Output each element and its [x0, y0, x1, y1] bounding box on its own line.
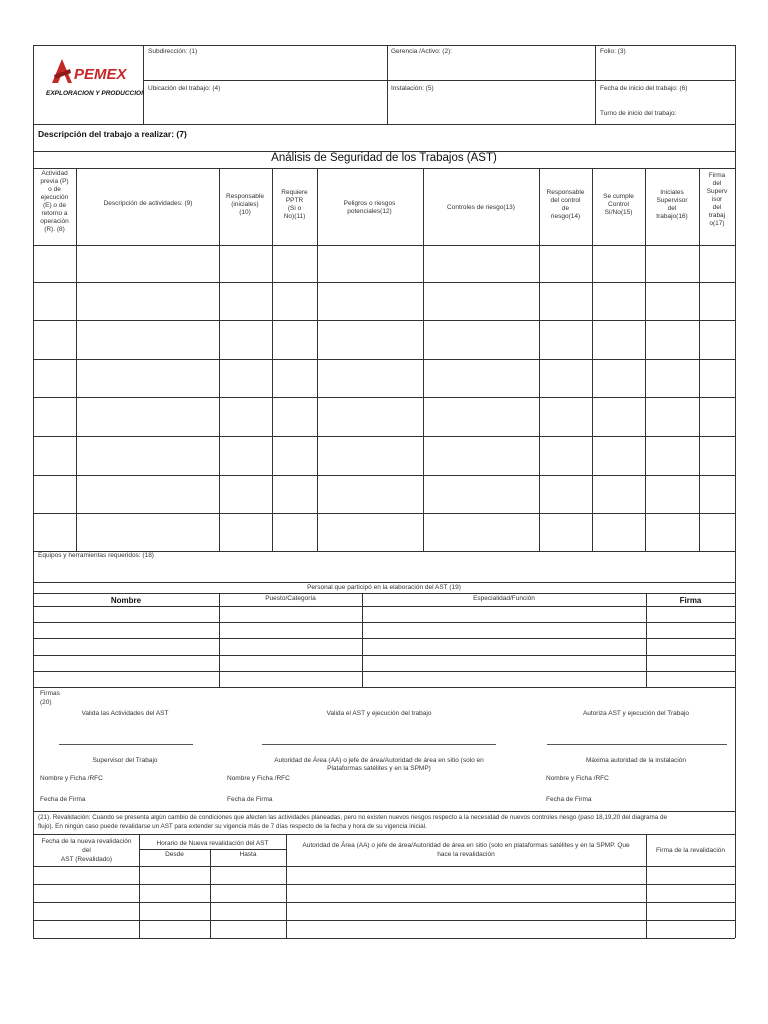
pemex-logo-mark [44, 55, 144, 99]
fecha-inicio-label: Fecha de inicio del trabajo: (6) [600, 85, 688, 92]
ubicacion-label: Ubicación del trabajo: (4) [148, 85, 221, 92]
maxima-autoridad-role: Máxima autoridad de la instalación [585, 757, 687, 764]
header-divider [143, 80, 735, 81]
equipos-bottom [33, 582, 735, 583]
svg-text:PEMEX: PEMEX [74, 66, 127, 83]
border-right [735, 45, 736, 938]
gerencia-label: Gerencia /Activo: (2): [391, 48, 453, 55]
especialidad-header: Especialidad/Función [473, 595, 535, 602]
autoridad-revalidacion-header: Autoridad de Área (AA) o jefe de área/Autoridad de área en sitio (solo en plataformas satélites y en la SPMP. Que [302, 842, 630, 849]
ast-row-line [33, 475, 735, 476]
autoriza-ast-label: Autoriza AST y ejecución del Trabajo [582, 710, 690, 717]
col-controles-header: Controles de riesgo(13) [447, 204, 515, 211]
reval-sub-line [139, 849, 286, 850]
firmas-label: Firmas [40, 690, 60, 697]
firmas-code: (20) [40, 699, 52, 706]
descripcion-trabajo-label: Descripción del trabajo a realizar: (7) [38, 129, 187, 139]
reval-col-line [210, 849, 211, 938]
personal-row-line [33, 606, 735, 607]
col-se-cumple-header: Se cumple Control Sí/No(15) [603, 193, 634, 216]
autoridad-role-2: Plataformas satélites y en la SPMP) [327, 765, 431, 772]
nombre-ficha-3: Nombre y Ficha /RFC [546, 775, 609, 782]
pemex-logo [44, 55, 142, 99]
col-descripcion-header: Descripción de actividades: (9) [103, 200, 193, 207]
reval-row-line [33, 902, 735, 903]
autoridad-revalidacion-header-2: hace la revalidación [437, 851, 495, 858]
valida-ast-label: Valida el AST y ejecución del trabajo [326, 710, 432, 717]
personal-col-line [646, 593, 647, 687]
reval-row-line [33, 884, 735, 885]
col-responsable-control-header: Responsable del control de riesgo(14) [546, 189, 585, 220]
nombre-ficha-1: Nombre y Ficha /RFC [40, 775, 103, 782]
col-pptr-header: Requiere PPTR (Si o No)(11) [281, 189, 308, 220]
col-responsable-header: Responsable (iniciales) (10) [226, 193, 264, 216]
nombre-ficha-2: Nombre y Ficha /RFC [227, 775, 290, 782]
firma-header: Firma [679, 596, 702, 605]
ast-row-line [33, 245, 735, 246]
personal-row-line [33, 622, 735, 623]
autoridad-role: Autoridad de Área (AA) o jefe de área/Autoridad de área en sitio (solo en [274, 757, 484, 764]
revalidacion-note-1: (21). Revalidación: Cuando se presenta algún cambio de condiciones que afecten las actividades planeadas, pero no existen nuevos riesgos respecto a la necesidad de nuevos controles riesgo (paso 18,19,20 del diagrama de [38, 814, 668, 821]
horario-header: Horario de Nueva revalidación del AST [156, 840, 269, 847]
reval-row-line [33, 920, 735, 921]
fecha-revalidacion-header-3: AST (Revalidado) [60, 856, 113, 863]
ast-row-line [33, 551, 735, 552]
revalidacion-note-2: flujo). En ningún caso puede revalidarse un AST para extender su vigencia más de 7 días respecto de la fecha y hora de su vigencia inicial. [38, 823, 427, 830]
equipos-label: Equipos y herramientas requeridos: (18) [38, 552, 154, 559]
reval-col-line [286, 834, 287, 938]
nombre-header: Nombre [110, 596, 142, 605]
ast-title-bottom [33, 168, 735, 169]
reval-row-line [33, 938, 735, 939]
header-col-3 [595, 45, 596, 124]
firma-line-maxima [547, 744, 727, 745]
col-iniciales-header: Iniciales Supervisor del trabajo(16) [656, 189, 688, 220]
hasta-header: Hasta [239, 851, 257, 858]
col-actividad-header: Actividad previa (P) o de ejecución (E) o de retorno a operación (R). (8) [40, 170, 69, 233]
svg-text:EXPLORACION Y PRODUCCION: EXPLORACION Y PRODUCCION [46, 90, 144, 97]
personal-row-line [33, 671, 735, 672]
personal-title-bottom [33, 593, 735, 594]
ast-title: Análisis de Seguridad de los Trabajos (AST) [271, 152, 497, 164]
firma-line-autoridad [262, 744, 496, 745]
turno-inicio-label: Turno de inicio del trabajo: [600, 110, 677, 117]
ast-row-line [33, 320, 735, 321]
ast-row-line [33, 397, 735, 398]
firma-revalidacion-header: Firma de la revalidación [655, 847, 725, 854]
personal-col-line [219, 593, 220, 687]
personal-row-line [33, 638, 735, 639]
ast-row-line [33, 436, 735, 437]
col-peligros-header: Peligros o riesgos potenciales(12) [343, 200, 396, 215]
revalidacion-top [33, 811, 735, 812]
personal-title: Personal que participó en la elaboración del AST (19) [307, 584, 461, 591]
fecha-firma-1: Fecha de Firma [40, 796, 86, 803]
header-bottom [33, 124, 735, 125]
personal-col-line [362, 593, 363, 687]
subdireccion-label: Subdirección: (1) [148, 48, 198, 55]
personal-row-line [33, 687, 735, 688]
border-top [33, 45, 735, 46]
puesto-header: Puesto/Categoría [265, 595, 316, 602]
supervisor-role: Supervisor del Trabajo [92, 757, 158, 764]
personal-row-line [33, 655, 735, 656]
fecha-firma-2: Fecha de Firma [227, 796, 273, 803]
col-firma-header: Firma del Superv isor del trabaj o(17) [706, 172, 728, 227]
instalacion-label: Instalación: (5) [391, 85, 434, 92]
fecha-revalidacion-header: Fecha de la nueva revalidación [41, 838, 132, 845]
firma-line-supervisor [59, 744, 193, 745]
reval-col-line [646, 834, 647, 938]
header-col-2 [387, 45, 388, 124]
folio-label: Folio: (3) [600, 48, 626, 55]
ast-row-line [33, 282, 735, 283]
ast-row-line [33, 513, 735, 514]
valida-actividades-label: Valida las Actividades del AST [81, 710, 169, 717]
fecha-firma-3: Fecha de Firma [546, 796, 592, 803]
desde-header: Desde [165, 851, 184, 858]
reval-row-line [33, 866, 735, 867]
ast-row-line [33, 359, 735, 360]
fecha-revalidacion-header-2: del [82, 847, 91, 854]
